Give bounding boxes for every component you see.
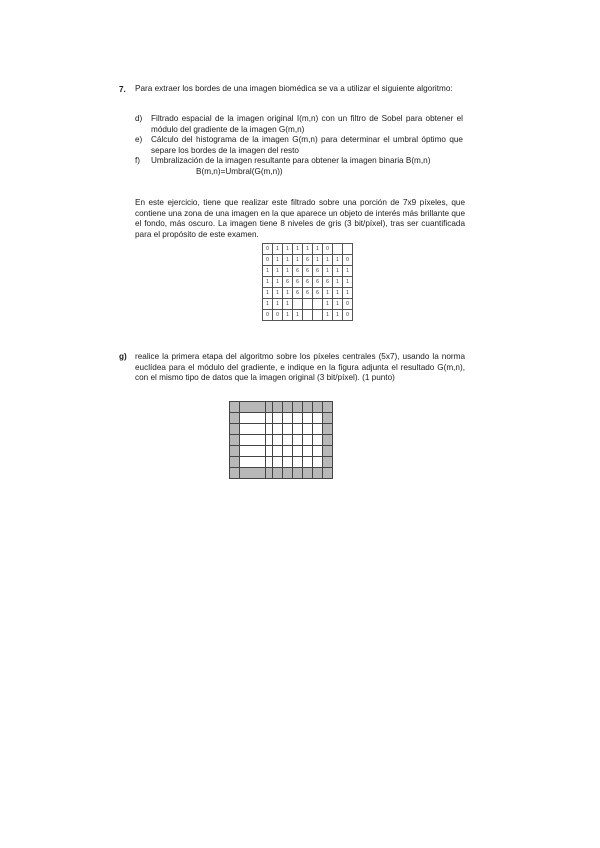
result-cell (272, 402, 282, 413)
result-cell (240, 402, 266, 413)
matrix-cell: 1 (323, 299, 333, 310)
result-cell (230, 435, 240, 446)
result-cell (230, 457, 240, 468)
matrix-cell: 6 (293, 288, 303, 299)
sub-question-g (119, 352, 465, 397)
result-cell (282, 435, 292, 446)
result-cell (322, 457, 332, 468)
matrix-row (263, 288, 353, 299)
result-cell (282, 402, 292, 413)
result-cell (292, 457, 302, 468)
matrix-cell: 6 (283, 277, 293, 288)
matrix-cell: 1 (333, 277, 343, 288)
image-matrix-table (262, 243, 353, 321)
result-cell (230, 413, 240, 424)
matrix-cell: 1 (283, 288, 293, 299)
step-d (135, 114, 465, 136)
matrix-cell: 0 (273, 310, 283, 321)
matrix-cell: 6 (303, 277, 313, 288)
matrix-cell: 1 (263, 277, 273, 288)
matrix-cell (293, 299, 303, 310)
matrix-cell: 1 (293, 310, 303, 321)
matrix-cell: 0 (343, 255, 353, 266)
matrix-cell: 1 (333, 310, 343, 321)
matrix-cell: 0 (263, 310, 273, 321)
matrix-cell: 0 (263, 244, 273, 255)
step-label: e) (135, 135, 143, 144)
result-row (230, 413, 333, 424)
result-cell (282, 413, 292, 424)
result-cell (302, 446, 312, 457)
matrix-row (263, 255, 353, 266)
sub-question-text: realice la primera etapa del algoritmo sobre los píxeles centrales (5x7), usando la norma euclídea para el módulo del gradiente, e indique en la figura adjunta el resultado G(m,n), con el mismo tipo de datos que la imagen original (3 bit/píxel). (1 punto) (135, 352, 465, 382)
matrix-cell: 1 (333, 288, 343, 299)
result-cell (272, 446, 282, 457)
result-cell (292, 424, 302, 435)
step-e (135, 135, 465, 157)
result-cell (312, 468, 322, 479)
result-cell (292, 446, 302, 457)
matrix-cell: 1 (273, 244, 283, 255)
result-cell (230, 468, 240, 479)
result-cell (302, 435, 312, 446)
matrix-cell: 1 (343, 277, 353, 288)
result-cell (230, 402, 240, 413)
result-cell (282, 446, 292, 457)
sub-question-label: g) (119, 352, 127, 361)
result-cell (322, 424, 332, 435)
result-cell (302, 457, 312, 468)
result-cell (292, 468, 302, 479)
matrix-cell: 1 (323, 255, 333, 266)
result-cell (230, 446, 240, 457)
result-cell (322, 413, 332, 424)
matrix-cell: 1 (273, 288, 283, 299)
result-cell (240, 424, 266, 435)
matrix-cell: 1 (343, 288, 353, 299)
matrix-cell: 0 (343, 310, 353, 321)
result-cell (240, 413, 266, 424)
matrix-row (263, 277, 353, 288)
result-cell (272, 468, 282, 479)
matrix-cell: 1 (323, 288, 333, 299)
result-cell (312, 402, 322, 413)
matrix-cell (303, 310, 313, 321)
matrix-row (263, 299, 353, 310)
matrix-cell: 1 (283, 299, 293, 310)
matrix-cell: 1 (333, 266, 343, 277)
result-cell (282, 424, 292, 435)
step-label: f) (135, 156, 141, 165)
result-cell (240, 457, 266, 468)
result-cell (322, 402, 332, 413)
matrix-cell: 0 (343, 299, 353, 310)
matrix-cell: 1 (323, 266, 333, 277)
matrix-cell: 1 (343, 266, 353, 277)
result-cell (292, 402, 302, 413)
matrix-cell: 1 (263, 266, 273, 277)
result-cell (322, 468, 332, 479)
exercise-description: En este ejercicio, tiene que realizar este filtrado sobre una porción de 7x9 píxeles, que contiene una zona de una imagen en la que aparece un objeto de interés más brillante que el fondo, más oscuro. La imagen tiene 8 niveles de gris (3 bit/píxel), tras ser cuantificada para el propósito de este examen. (135, 198, 466, 239)
matrix-row (263, 266, 353, 277)
matrix-cell: 6 (293, 266, 303, 277)
result-row (230, 468, 333, 479)
matrix-cell: 1 (273, 255, 283, 266)
matrix-cell: 1 (273, 266, 283, 277)
matrix-cell: 1 (293, 244, 303, 255)
result-cell (312, 413, 322, 424)
matrix-cell (333, 244, 343, 255)
result-cell (240, 446, 266, 457)
result-cell (312, 446, 322, 457)
matrix-cell: 0 (323, 244, 333, 255)
matrix-cell: 6 (323, 277, 333, 288)
matrix-cell: 6 (293, 277, 303, 288)
result-cell (272, 457, 282, 468)
matrix-cell: 1 (313, 255, 323, 266)
result-row (230, 424, 333, 435)
matrix-row (263, 310, 353, 321)
matrix-cell: 1 (283, 244, 293, 255)
result-row (230, 446, 333, 457)
result-cell (292, 413, 302, 424)
matrix-cell: 6 (313, 277, 323, 288)
matrix-cell: 6 (303, 288, 313, 299)
result-cell (292, 435, 302, 446)
threshold-formula: B(m,n)=Umbral(G(m,n)) (196, 167, 283, 176)
result-cell (312, 424, 322, 435)
result-cell (282, 468, 292, 479)
question-number: 7. (119, 85, 126, 94)
step-text: Umbralización de la imagen resultante para obtener la imagen binaria B(m,n) (151, 156, 431, 165)
result-cell (302, 424, 312, 435)
result-cell (322, 435, 332, 446)
result-cell (240, 435, 266, 446)
result-cell (302, 413, 312, 424)
matrix-cell: 1 (293, 255, 303, 266)
matrix-cell: 1 (263, 288, 273, 299)
matrix-cell (313, 310, 323, 321)
matrix-cell: 1 (303, 244, 313, 255)
result-cell (312, 435, 322, 446)
matrix-cell (313, 299, 323, 310)
result-cell (272, 413, 282, 424)
result-cell (322, 446, 332, 457)
result-cell (302, 402, 312, 413)
result-cell (312, 457, 322, 468)
result-row (230, 435, 333, 446)
matrix-cell: 1 (323, 310, 333, 321)
matrix-cell: 6 (313, 288, 323, 299)
matrix-cell: 1 (333, 255, 343, 266)
matrix-cell: 6 (313, 266, 323, 277)
result-row (230, 402, 333, 413)
matrix-cell: 0 (263, 255, 273, 266)
matrix-cell: 6 (303, 255, 313, 266)
step-text: Filtrado espacial de la imagen original I(m,n) con un filtro de Sobel para obtener el módulo del gradiente de la imagen G(m,n) (151, 114, 463, 134)
matrix-row (263, 244, 353, 255)
result-grid (229, 401, 333, 479)
matrix-cell: 1 (283, 255, 293, 266)
result-cell (272, 435, 282, 446)
result-cell (230, 424, 240, 435)
matrix-cell: 1 (313, 244, 323, 255)
result-row (230, 457, 333, 468)
matrix-cell: 1 (273, 299, 283, 310)
matrix-cell (343, 244, 353, 255)
step-label: d) (135, 114, 143, 123)
question-intro: Para extraer los bordes de una imagen biomédica se va a utilizar el siguiente algoritmo: (135, 84, 453, 93)
result-cell (272, 424, 282, 435)
result-cell (240, 468, 266, 479)
matrix-cell: 1 (283, 266, 293, 277)
result-cell (302, 468, 312, 479)
matrix-cell: 1 (263, 299, 273, 310)
step-text: Cálculo del histograma de la imagen G(m,n) para determinar el umbral óptimo que separe los bordes de la imagen del resto (151, 135, 463, 155)
matrix-cell: 6 (303, 266, 313, 277)
matrix-cell: 1 (333, 299, 343, 310)
result-cell (282, 457, 292, 468)
matrix-cell: 1 (283, 310, 293, 321)
step-f (135, 156, 465, 167)
matrix-cell (303, 299, 313, 310)
matrix-cell: 1 (273, 277, 283, 288)
